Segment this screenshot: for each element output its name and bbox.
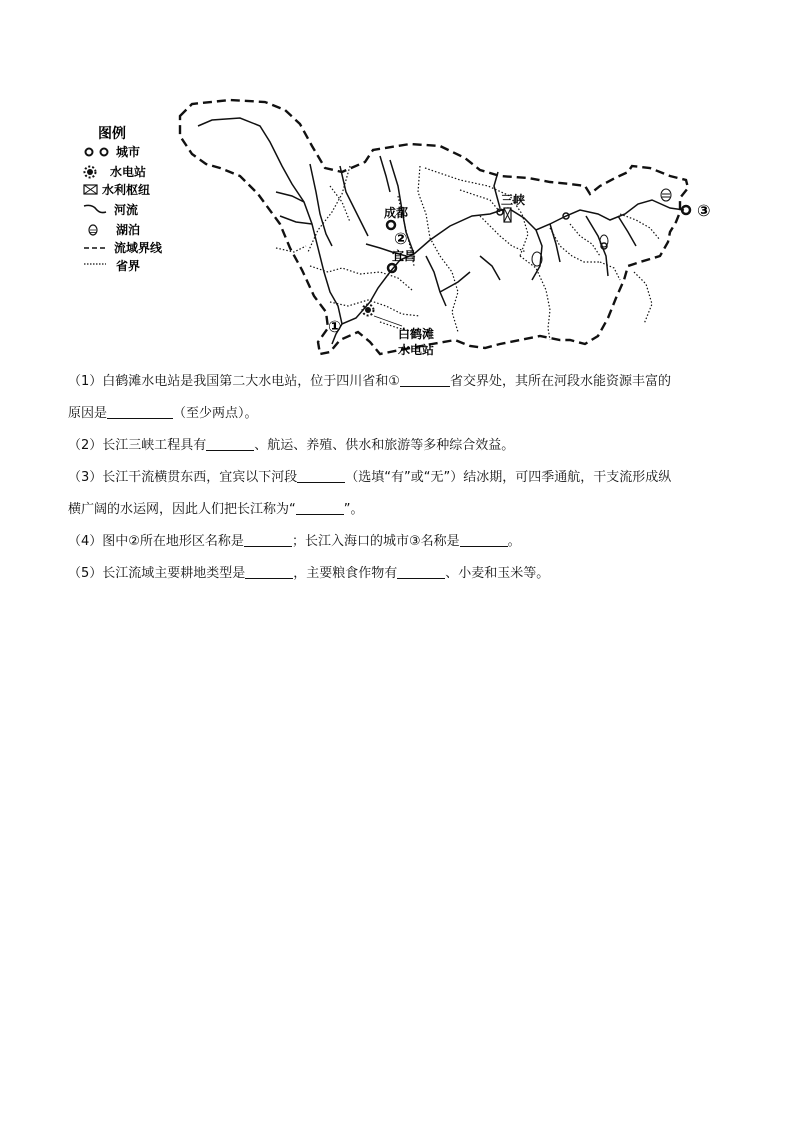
question-5: （5）长江流域主要耕地类型是 ，主要粮食作物有 、小麦和玉米等。 bbox=[68, 566, 550, 581]
shanghai-city-icon bbox=[682, 206, 690, 214]
chengdu-city-icon bbox=[387, 221, 395, 229]
legend-label-hydropower: 水电站 bbox=[110, 165, 147, 179]
sanxia-hub-icon bbox=[504, 208, 511, 222]
sanxia-label: 三峡 bbox=[501, 193, 526, 207]
question-3: （3）长江干流横贯东西，宜宾以下河段 （选填“有”或“无”）结冰期，可四季通航，干支流形成纵 bbox=[68, 470, 672, 485]
question-1-cont: 原因是 （至少两点）。 bbox=[68, 406, 258, 421]
chengdu-label: 成都 bbox=[384, 206, 409, 220]
question-list bbox=[68, 366, 728, 590]
lake-icon bbox=[89, 225, 97, 235]
question-3-cont: 横广阔的水运网，因此人们把长江称为“ ”。 bbox=[68, 502, 364, 517]
baihetan-label-line2: 水电站 bbox=[398, 343, 435, 357]
marker-2: ② bbox=[394, 229, 408, 248]
baihetan-label-line1: 白鹤滩 bbox=[398, 327, 435, 341]
answer-blank[interactable] bbox=[245, 564, 293, 579]
map-legend bbox=[84, 125, 163, 273]
hydropower-icon bbox=[85, 167, 96, 178]
marker-3: ③ bbox=[697, 201, 711, 220]
legend-label-province-boundary: 省界 bbox=[116, 259, 141, 273]
answer-blank[interactable] bbox=[397, 564, 445, 579]
legend-label-basin-boundary: 流域界线 bbox=[114, 241, 163, 255]
yichang-city-icon bbox=[388, 264, 396, 272]
answer-blank[interactable] bbox=[400, 372, 450, 387]
legend-label-river: 河流 bbox=[114, 203, 139, 217]
question-4: （4）图中②所在地形区名称是 ；长江入海口的城市③名称是 。 bbox=[68, 534, 521, 549]
basin-boundary bbox=[180, 100, 688, 354]
hub-icon bbox=[84, 185, 97, 194]
city-icon bbox=[86, 149, 108, 156]
yangtze-basin-map bbox=[80, 96, 730, 358]
answer-blank[interactable] bbox=[107, 404, 173, 419]
yichang-label: 宜昌 bbox=[392, 249, 417, 263]
legend-label-hub: 水利枢纽 bbox=[102, 183, 151, 197]
legend-title: 图例 bbox=[98, 126, 126, 142]
answer-blank[interactable] bbox=[296, 500, 344, 515]
marker-1: ① bbox=[328, 317, 342, 336]
answer-blank[interactable] bbox=[206, 436, 254, 451]
legend-label-city: 城市 bbox=[116, 145, 141, 159]
question-2: （2）长江三峡工程具有 、航运、养殖、供水和旅游等多种综合效益。 bbox=[68, 438, 515, 453]
river-icon bbox=[84, 205, 106, 212]
baihetan-hydropower-icon bbox=[363, 305, 374, 316]
province-boundaries bbox=[276, 166, 660, 340]
legend-label-lake: 湖泊 bbox=[116, 223, 141, 237]
answer-blank[interactable] bbox=[460, 532, 508, 547]
answer-blank[interactable] bbox=[244, 532, 292, 547]
answer-blank[interactable] bbox=[297, 468, 345, 483]
question-1: （1）白鹤滩水电站是我国第二大水电站，位于四川省和① 省交界处，其所在河段水能资源丰富的 bbox=[68, 374, 671, 389]
